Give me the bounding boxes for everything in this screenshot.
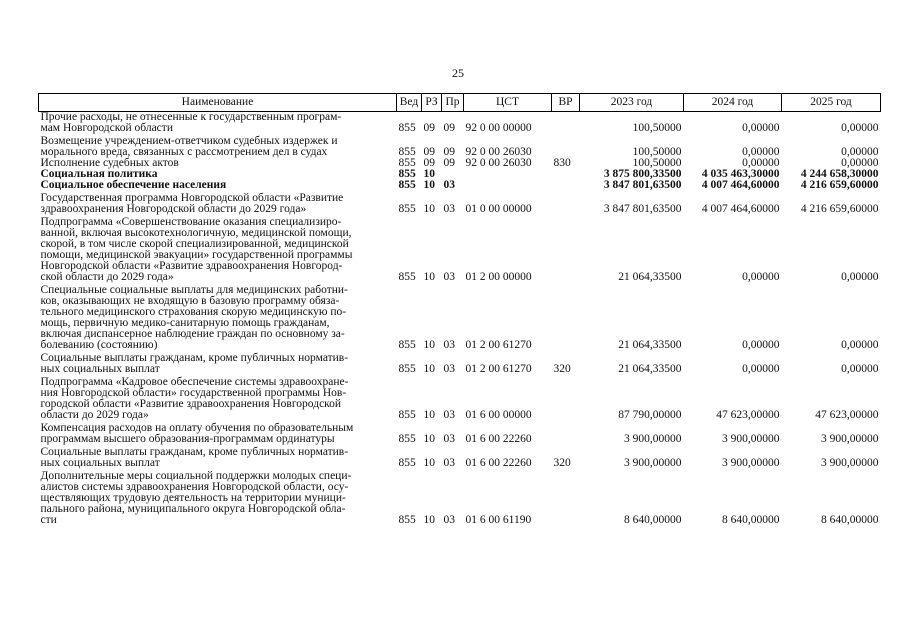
row-value-2024: 47 623,00000 — [716, 409, 780, 421]
row-value-2024: 4 035 463,30000 — [701, 168, 780, 180]
row-value-2024: 0,00000 — [742, 363, 780, 375]
row-value-2025: 0,00000 — [841, 363, 879, 375]
row-pr: 03 — [443, 203, 455, 215]
row-ved: 855 — [398, 122, 416, 134]
header-rz: РЗ — [422, 94, 442, 112]
row-cst: 01 0 00 00000 — [465, 203, 532, 215]
row-cst: 01 6 00 61190 — [465, 514, 532, 526]
header-name: Наименование — [39, 94, 397, 112]
table-row — [39, 191, 881, 215]
row-name: Компенсация расходов на оплату обучения по образовательным программам высшего образования-программам ординатуры — [40, 422, 354, 445]
row-name: Государственная программа Новгородской области «Развитие здравоохранения Новгородской области до 2029 года» — [40, 192, 344, 215]
row-ved: 855 — [398, 339, 416, 351]
row-vr — [552, 169, 580, 180]
row-cst: 01 6 00 22260 — [465, 457, 532, 469]
row-vr — [552, 134, 580, 158]
row-vr: 320 — [553, 363, 571, 375]
row-value-2025: 4 216 659,60000 — [800, 203, 879, 215]
row-name: Социальные выплаты гражданам, кроме публичных норматив- ных социальных выплат — [40, 352, 349, 375]
row-value-2025: 0,00000 — [841, 146, 879, 158]
row-rz: 10 — [423, 433, 435, 445]
row-ved: 855 — [398, 146, 416, 158]
row-pr: 03 — [443, 179, 455, 191]
row-value-2023: 100,50000 — [632, 157, 682, 169]
row-ved: 855 — [398, 457, 416, 469]
row-rz: 10 — [423, 271, 435, 283]
row-vr — [552, 421, 580, 445]
row-vr — [552, 180, 580, 191]
row-pr: 03 — [443, 433, 455, 445]
row-cst: 92 0 00 26030 — [465, 146, 532, 158]
header-cst: ЦСТ — [464, 94, 552, 112]
row-vr: 320 — [553, 457, 571, 469]
row-ved: 855 — [398, 514, 416, 526]
row-vr — [552, 283, 580, 351]
table-row — [39, 375, 881, 421]
table-row — [39, 215, 881, 283]
row-pr: 03 — [443, 339, 455, 351]
row-rz: 10 — [423, 203, 435, 215]
row-value-2024: 8 640,00000 — [722, 514, 780, 526]
row-name: Социальное обеспечение населения — [40, 179, 227, 191]
header-2025: 2025 год — [782, 94, 881, 112]
row-cst — [464, 180, 552, 191]
row-cst: 01 2 00 00000 — [465, 271, 532, 283]
table-row — [39, 180, 881, 191]
row-cst: 92 0 00 26030 — [465, 157, 532, 169]
row-vr — [552, 375, 580, 421]
row-ved: 855 — [398, 409, 416, 421]
table-row — [39, 421, 881, 445]
row-value-2023: 3 875 800,33500 — [603, 168, 682, 180]
row-name: Исполнение судебных актов — [40, 157, 179, 169]
row-value-2023: 3 900,00000 — [624, 457, 682, 469]
table-header-row — [39, 94, 881, 112]
row-pr: 03 — [443, 363, 455, 375]
row-value-2023: 87 790,00000 — [618, 409, 682, 421]
row-ved: 855 — [398, 363, 416, 375]
row-cst: 01 6 00 22260 — [465, 433, 532, 445]
header-2023: 2023 год — [580, 94, 684, 112]
row-pr: 03 — [443, 409, 455, 421]
row-value-2023: 3 847 801,63500 — [603, 179, 682, 191]
row-rz: 09 — [423, 157, 435, 169]
row-rz: 10 — [423, 363, 435, 375]
row-pr: 09 — [443, 122, 455, 134]
row-value-2025: 0,00000 — [841, 157, 879, 169]
row-pr: 03 — [443, 514, 455, 526]
header-vr: ВР — [552, 94, 580, 112]
header-ved: Вед — [397, 94, 422, 112]
row-value-2024: 0,00000 — [742, 157, 780, 169]
row-value-2025: 0,00000 — [841, 122, 879, 134]
row-value-2024: 3 900,00000 — [722, 433, 780, 445]
row-name: Специальные социальные выплаты для медицинских работни- ков, оказывающих не входящую в базовую программу обяза- тельного медицинского страхования скорую медицинскую по- мощь, первичную медико-санитарную помощь гражданам, включая диспансерное наблюдение граждан по основному за- болеванию (состоянию) — [40, 284, 348, 351]
page-number: 25 — [452, 66, 464, 80]
header-2024: 2024 год — [684, 94, 782, 112]
row-pr: 09 — [443, 157, 455, 169]
row-value-2023: 21 064,33500 — [618, 339, 682, 351]
row-rz: 10 — [423, 514, 435, 526]
row-value-2023: 21 064,33500 — [618, 363, 682, 375]
row-vr — [552, 112, 580, 135]
row-value-2023: 100,50000 — [632, 122, 682, 134]
row-value-2023: 8 640,00000 — [624, 514, 682, 526]
row-ved: 855 — [398, 433, 416, 445]
row-value-2025: 8 640,00000 — [821, 514, 879, 526]
row-cst: 01 6 00 00000 — [465, 409, 532, 421]
row-rz: 10 — [423, 457, 435, 469]
row-pr: 03 — [443, 271, 455, 283]
row-value-2024: 0,00000 — [742, 339, 780, 351]
row-value-2024: 3 900,00000 — [722, 457, 780, 469]
row-vr — [552, 215, 580, 283]
table-row — [39, 351, 881, 375]
table-row — [39, 112, 881, 135]
row-name: Подпрограмма «Кадровое обеспечение системы здравоохране- ния Новгородской области» государственной программы Нов- городской области «Развитие здравоохранения Новгородской области до 2029 года» — [40, 376, 349, 421]
table-row — [39, 469, 881, 526]
row-rz: 10 — [423, 179, 435, 191]
row-cst: 01 2 00 61270 — [465, 363, 532, 375]
header-pr: Пр — [442, 94, 464, 112]
row-value-2023: 3 847 801,63500 — [603, 203, 682, 215]
row-cst: 01 2 00 61270 — [465, 339, 532, 351]
row-vr — [552, 469, 580, 526]
row-vr: 830 — [553, 157, 571, 169]
row-ved: 855 — [398, 203, 416, 215]
row-rz: 10 — [423, 409, 435, 421]
row-value-2023: 21 064,33500 — [618, 271, 682, 283]
row-pr: 03 — [443, 457, 455, 469]
row-value-2024: 0,00000 — [742, 122, 780, 134]
row-cst: 92 0 00 00000 — [465, 122, 532, 134]
row-value-2025: 3 900,00000 — [821, 433, 879, 445]
row-ved: 855 — [398, 157, 416, 169]
table-row — [39, 283, 881, 351]
row-ved: 855 — [398, 179, 416, 191]
row-value-2025: 3 900,00000 — [821, 457, 879, 469]
row-value-2024: 0,00000 — [742, 146, 780, 158]
row-vr — [552, 191, 580, 215]
row-value-2024: 0,00000 — [742, 271, 780, 283]
row-value-2024: 4 007 464,60000 — [701, 203, 780, 215]
row-value-2023: 3 900,00000 — [624, 433, 682, 445]
row-ved: 855 — [398, 271, 416, 283]
row-value-2024: 4 007 464,60000 — [701, 179, 780, 191]
row-rz: 10 — [423, 168, 435, 180]
table-row — [39, 445, 881, 469]
row-ved: 855 — [398, 168, 416, 180]
row-name: Социальные выплаты гражданам, кроме публичных норматив- ных социальных выплат — [40, 446, 349, 469]
row-value-2023: 100,50000 — [632, 146, 682, 158]
row-value-2025: 47 623,00000 — [815, 409, 879, 421]
row-name: Возмещение учреждением-ответчиком судебных издержек и морального вреда, связанных с рассмотрением дел в судах — [40, 135, 338, 158]
table-row — [39, 134, 881, 158]
row-name: Социальная политика — [40, 168, 158, 180]
row-rz: 10 — [423, 339, 435, 351]
row-value-2025: 0,00000 — [841, 339, 879, 351]
row-name: Подпрограмма «Совершенствование оказания специализиро- ванной, включая высокотехнологичную, медицинской помощи, скорой, в том числе скорой специализированной, медицинской помощи, медицинской эвакуации» государственной программы Новгородской области «Развитие здравоохранения Новгород- ской области до 2029 года» — [40, 216, 353, 283]
budget-table — [38, 93, 881, 526]
row-pr: 09 — [443, 146, 455, 158]
row-cst — [464, 169, 552, 180]
row-name: Прочие расходы, не отнесенные к государственным програм- мам Новгородской области — [40, 111, 342, 134]
row-value-2025: 0,00000 — [841, 271, 879, 283]
row-value-2025: 4 244 658,30000 — [800, 168, 879, 180]
row-rz: 09 — [423, 146, 435, 158]
row-value-2025: 4 216 659,60000 — [800, 179, 879, 191]
row-rz: 09 — [423, 122, 435, 134]
row-name: Дополнительные меры социальной поддержки молодых специ- алистов системы здравоохранения Новгородской области, осу- ществляющих трудовую деятельность на территории муници- пального района, муниципального округа Новгородской обла- сти — [40, 470, 352, 526]
